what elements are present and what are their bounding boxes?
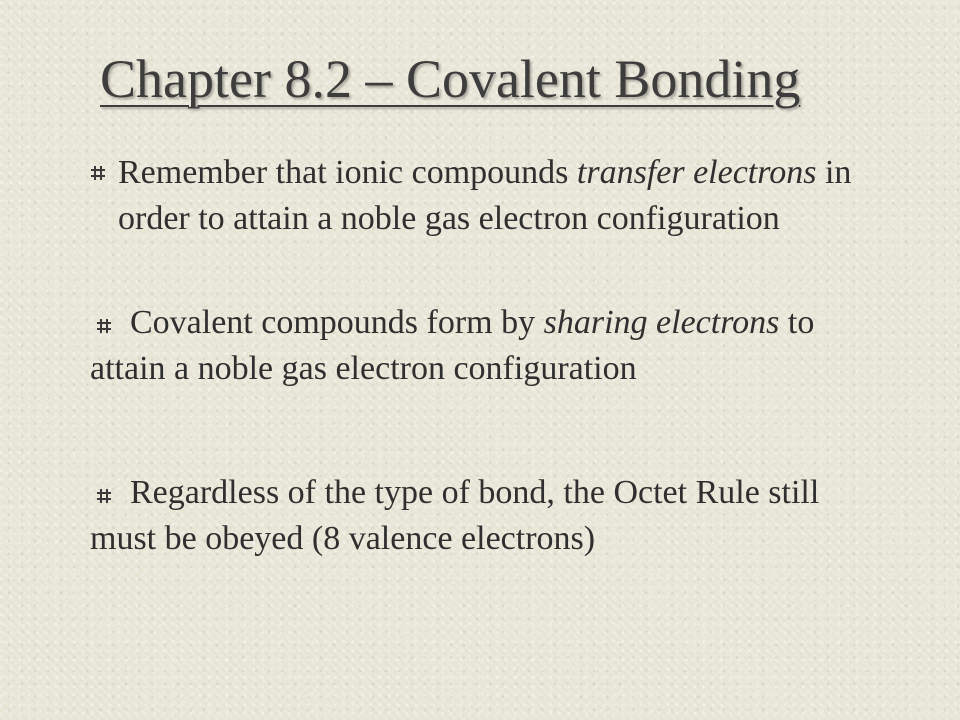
bullet-text: Remember that ionic compounds xyxy=(118,154,577,191)
bullet-item xyxy=(118,150,878,242)
bullet-text: Regardless of the type of bond, the Octet Rule still must be obeyed (8 valence electrons) xyxy=(90,474,820,557)
bullet-text: in order to attain a noble gas electron configuration xyxy=(118,154,852,237)
slide-title: Chapter 8.2 – Covalent Bonding xyxy=(100,49,801,109)
bullet-text: Covalent compounds form by xyxy=(130,304,544,341)
bullet-text: to attain a noble gas electron configuration xyxy=(90,304,815,387)
hash-bullet-icon xyxy=(90,165,106,181)
bullet-emphasis: sharing electrons xyxy=(543,304,780,341)
bullet-item xyxy=(90,470,890,562)
bullet-item xyxy=(90,300,890,392)
bullet-emphasis: transfer electrons xyxy=(576,154,817,191)
